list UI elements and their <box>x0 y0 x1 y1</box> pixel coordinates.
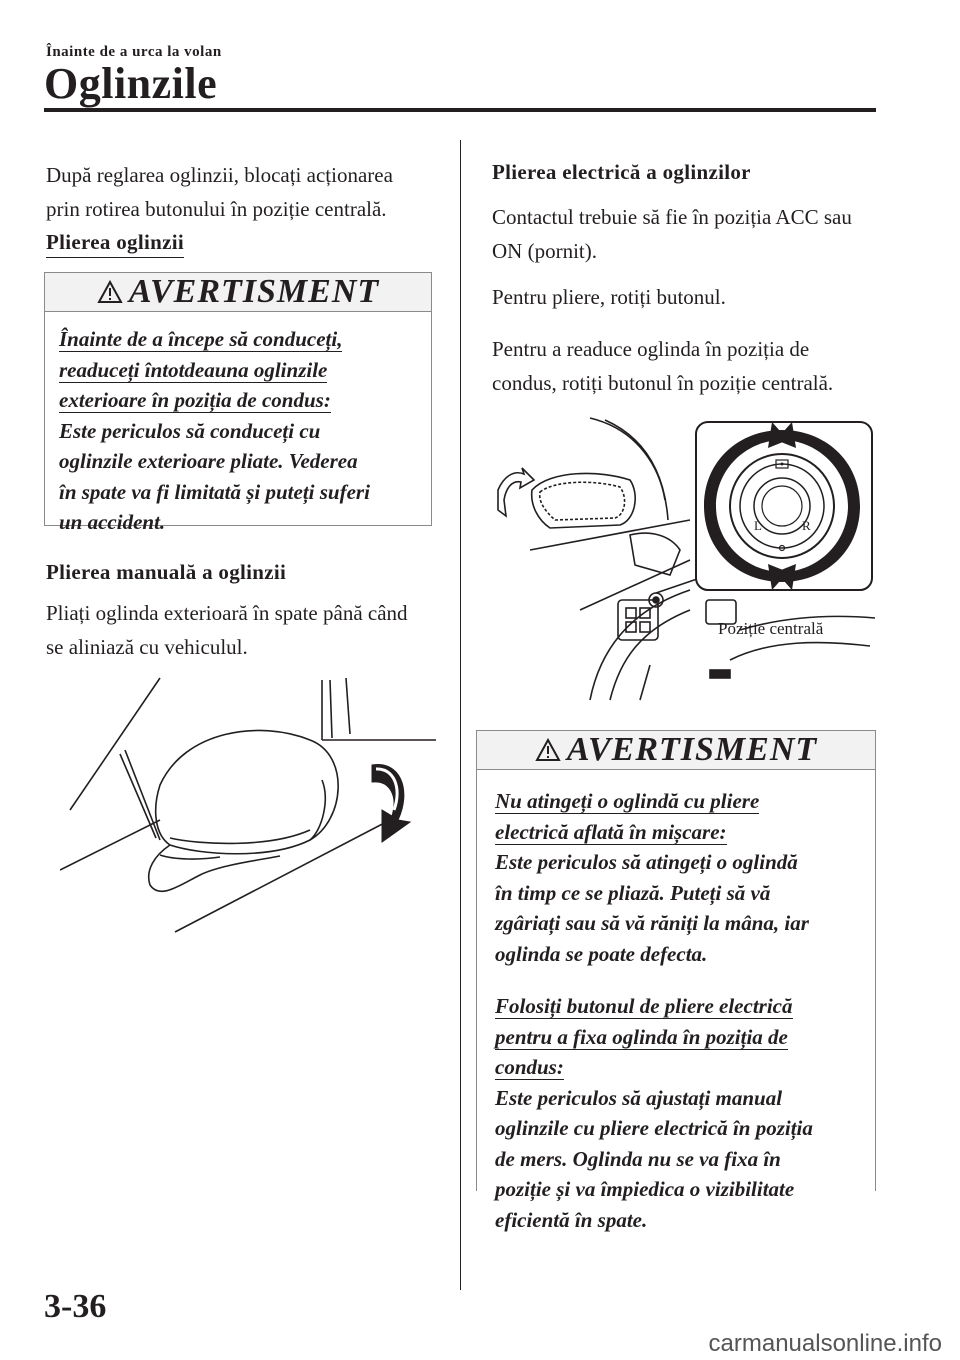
warning2-b1-line-2: în timp ce se pliază. Puteți să vă <box>495 880 771 905</box>
warning-header-2 <box>477 731 875 770</box>
manual-heading: Plierea manuală a oglinzii <box>46 560 287 584</box>
warning-header-1 <box>45 273 431 312</box>
warning2-b2-line-4: poziție și va împiedica o vizibilitate <box>495 1177 795 1201</box>
warning1-line-2: oglinzile exterioare pliate. Vederea <box>59 449 358 473</box>
folding-heading: Plierea oglinzii <box>46 230 184 258</box>
return-line-2: condus, rotiți butonul în poziție centrală. <box>492 371 834 395</box>
warning-body-2 <box>477 770 875 1245</box>
warning2-b2-line-1: Este periculos să ajustați manual <box>495 1085 783 1110</box>
column-divider <box>460 140 461 1290</box>
fold-line: Pentru pliere, rotiți butonul. <box>492 285 726 309</box>
manual-paragraph <box>46 596 456 664</box>
return-paragraph <box>492 332 902 400</box>
warning-body-1 <box>45 312 431 548</box>
figure-caption: Poziție centrală <box>718 619 824 638</box>
warning2-b2-line-5: eficientă în spate. <box>495 1207 648 1232</box>
warning2-b2-ul-3: condus: <box>495 1055 564 1079</box>
manual-line-1: Pliați oglinda exterioară în spate până când <box>46 601 408 625</box>
electric-heading: Plierea electrică a oglinzilor <box>492 160 751 184</box>
warning-triangle-icon <box>535 738 561 762</box>
acc-line-2: ON (pornit). <box>492 239 597 263</box>
warning2-b1-line-1: Este periculos să atingeți o oglindă <box>495 850 798 874</box>
watermark: carmanualsonline.info <box>708 1330 942 1357</box>
intro-paragraph <box>46 158 446 226</box>
intro-line-1: După reglarea oglinzii, blocați acționarea <box>46 163 393 187</box>
warning2-b2-line-3: de mers. Oglinda nu se va fixa în <box>495 1146 781 1171</box>
folding-heading-wrap <box>46 230 184 258</box>
page-title: Oglinzile <box>44 59 218 108</box>
warning1-ul-line-3: exterioare în poziția de condus: <box>59 388 331 412</box>
acc-paragraph <box>492 200 902 268</box>
warning-triangle-icon <box>97 280 123 304</box>
header-rule <box>44 108 876 112</box>
warning1-line-1: Este periculos să conduceți cu <box>59 418 321 443</box>
knob-right-label: R <box>802 518 811 533</box>
warning1-line-3: în spate va fi limitată și puteți suferi <box>59 479 370 504</box>
warning1-ul-line-1: Înainte de a începe să conduceți, <box>59 327 343 351</box>
warning2-b2-ul-1: Folosiți butonul de pliere electrică <box>495 994 793 1018</box>
warning-box-1 <box>44 272 432 534</box>
manual-line-2: se aliniază cu vehiculul. <box>46 635 248 659</box>
section-header: Înainte de a urca la volan <box>46 44 222 60</box>
power-fold-knob-illustration <box>490 410 882 706</box>
page-number: 3-36 <box>44 1288 107 1325</box>
warning-title-2: AVERTISMENT <box>566 731 818 768</box>
warning1-ul-line-2: readuceți întotdeauna oglinzile <box>59 357 328 382</box>
fold-paragraph <box>492 280 726 314</box>
warning2-b1-ul-1: Nu atingeți o oglindă cu pliere <box>495 789 760 813</box>
warning-box-2 <box>476 730 876 1232</box>
warning1-line-4: un accident. <box>59 510 166 534</box>
warning-title-1: AVERTISMENT <box>128 273 380 310</box>
warning2-b1-ul-2: electrică aflată în mișcare: <box>495 819 727 844</box>
knob-left-label: L <box>754 518 762 533</box>
warning2-b1-line-4: oglinda se poate defecta. <box>495 941 708 966</box>
warning2-b2-ul-2: pentru a fixa oglinda în poziția de <box>495 1024 788 1049</box>
return-line-1: Pentru a readuce oglinda în poziția de <box>492 337 810 361</box>
intro-line-2: prin rotirea butonului în poziție centrală. <box>46 197 387 221</box>
warning2-b1-line-3: zgâriați sau să vă răniți la mâna, iar <box>495 911 809 935</box>
manual-fold-mirror-illustration <box>60 670 440 940</box>
acc-line-1: Contactul trebuie să fie în poziția ACC sau <box>492 205 852 229</box>
warning2-b2-line-2: oglinzile cu pliere electrică în poziția <box>495 1116 813 1140</box>
